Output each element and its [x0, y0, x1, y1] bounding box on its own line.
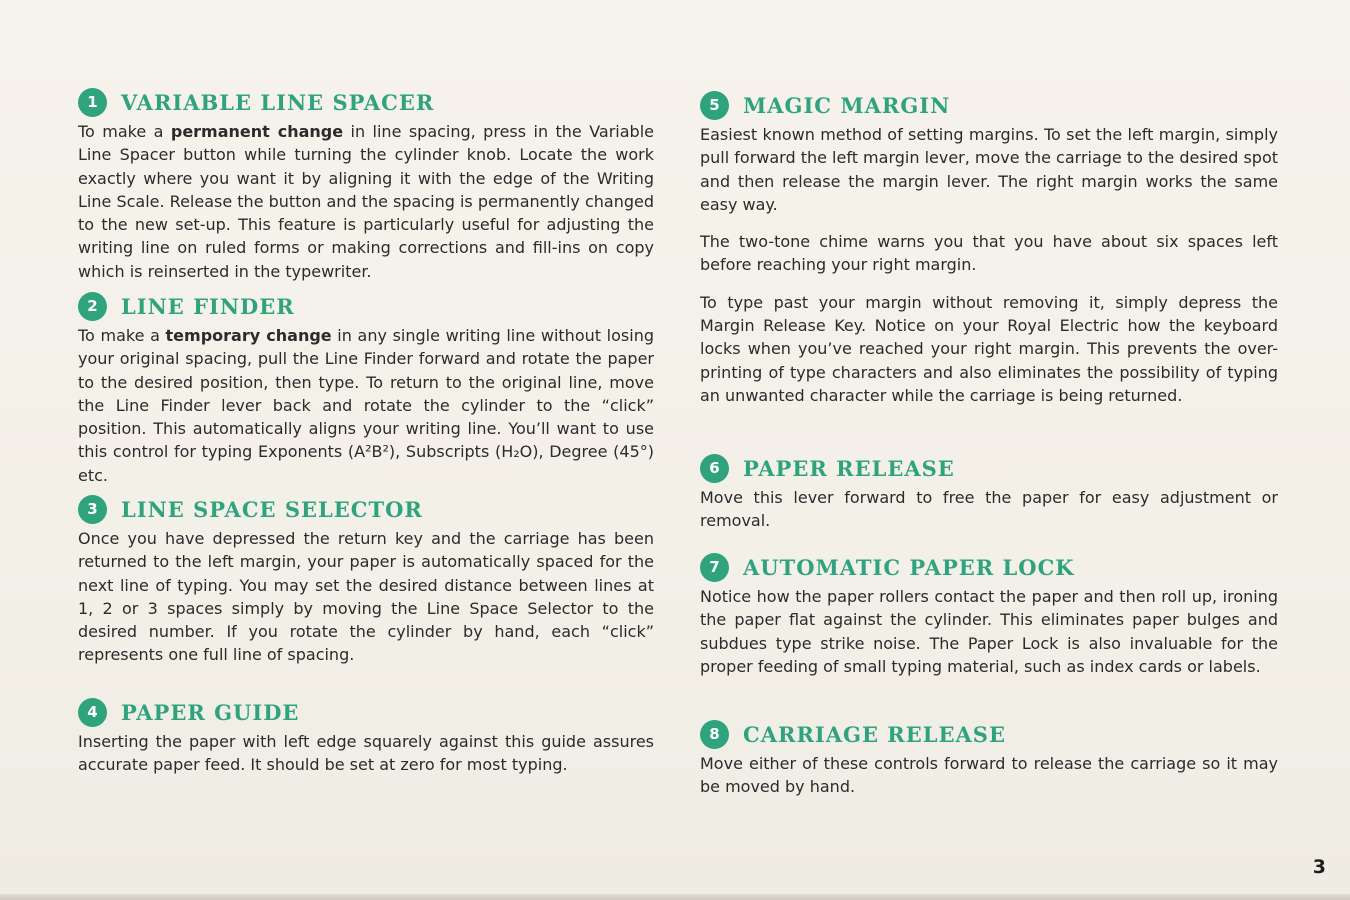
section-heading: [78, 288, 654, 324]
section-heading: [700, 450, 1278, 486]
section-automatic-paper-lock: [700, 549, 1278, 678]
section-heading: [700, 716, 1278, 752]
section-paragraph: Move either of these controls forward to release the carriage so it may be moved by hand.: [700, 754, 1278, 797]
section-paragraph: The two-tone chime warns you that you have about six spaces left before reaching your right margin.: [700, 232, 1278, 275]
section-paragraph: Easiest known method of setting margins. To set the left margin, simply pull forward the left margin lever, move the carriage to the desired spot and then release the margin lever. The right margin works the same easy way.: [700, 125, 1278, 214]
page-edge-divider: [0, 894, 1350, 900]
section-number-badge: 8: [700, 720, 729, 749]
section-paragraph: Once you have depressed the return key and the carriage has been returned to the left margin, your paper is automatically spaced for the next line of typing. You may set the desired distance between lines at 1, 2 or 3 spaces simply by moving the Line Space Selector to the desired number. If you rotate the cylinder by hand, each “click” represents one full line of spacing.: [78, 529, 654, 665]
section-carriage-release: [700, 716, 1278, 799]
section-magic-margin: [700, 87, 1278, 407]
section-paper-release: [700, 450, 1278, 533]
section-paragraph: Inserting the paper with left edge squarely against this guide assures accurate paper feed. It should be set at zero for most typing.: [78, 732, 654, 775]
section-number-badge: 3: [78, 495, 107, 524]
section-heading: [700, 549, 1278, 585]
section-paragraph: Notice how the paper rollers contact the paper and then roll up, ironing the paper flat against the cylinder. This eliminates paper bulges and subdues type strike noise. The Paper Lock is also invaluable for the proper feeding of small typing material, such as index cards or labels.: [700, 587, 1278, 676]
section-number-badge: 7: [700, 553, 729, 582]
section-line-finder: [78, 288, 654, 487]
emphasis-text: temporary change: [165, 326, 332, 345]
section-paragraph: Move this lever forward to free the paper for easy adjustment or removal.: [700, 488, 1278, 531]
section-line-space-selector: [78, 491, 654, 667]
section-paragraph: To make a permanent change in line spacing, press in the Variable Line Spacer button while turning the cylinder knob. Locate the work exactly where you want it by aligning it with the edge of the Writing Line Scale. Release the button and the spacing is permanently changed to the new set-up. This feature is particularly useful for adjusting the writing line on ruled forms or making corrections and fill-ins on copy which is reinserted in the typewriter.: [78, 122, 654, 281]
section-title: MAGIC MARGIN: [743, 92, 951, 118]
section-heading: [78, 84, 654, 120]
section-title: VARIABLE LINE SPACER: [121, 89, 435, 115]
section-number-badge: 4: [78, 698, 107, 727]
page-number: 3: [1312, 856, 1326, 878]
section-heading: [78, 491, 654, 527]
section-heading: [700, 87, 1278, 123]
section-number-badge: 1: [78, 88, 107, 117]
section-paper-guide: [78, 694, 654, 777]
emphasis-text: permanent change: [170, 122, 344, 141]
section-title: AUTOMATIC PAPER LOCK: [743, 554, 1075, 580]
section-title: LINE SPACE SELECTOR: [121, 496, 423, 522]
section-number-badge: 5: [700, 91, 729, 120]
section-number-badge: 6: [700, 454, 729, 483]
section-paragraph: To make a temporary change in any single writing line without losing your original spacing, pull the Line Finder forward and rotate the paper to the desired position, then type. To return to the original line, move the Line Finder lever back and rotate the cylinder to the “click” position. This automatically aligns your writing line. You’ll want to use this control for typing Exponents (A²B²), Subscripts (H₂O), Degree (45°) etc.: [78, 326, 654, 485]
section-heading: [78, 694, 654, 730]
section-title: CARRIAGE RELEASE: [743, 721, 1006, 747]
section-title: PAPER RELEASE: [743, 455, 955, 481]
section-number-badge: 2: [78, 292, 107, 321]
section-variable-line-spacer: [78, 84, 654, 283]
section-title: PAPER GUIDE: [121, 699, 300, 725]
section-title: LINE FINDER: [121, 293, 295, 319]
section-paragraph: To type past your margin without removing it, simply depress the Margin Release Key. Notice on your Royal Electric how the keyboard locks when you’ve reached your right margin. This prevents the over-printing of type characters and also eliminates the possibility of typing an unwanted character while the carriage is being returned.: [700, 292, 1278, 405]
